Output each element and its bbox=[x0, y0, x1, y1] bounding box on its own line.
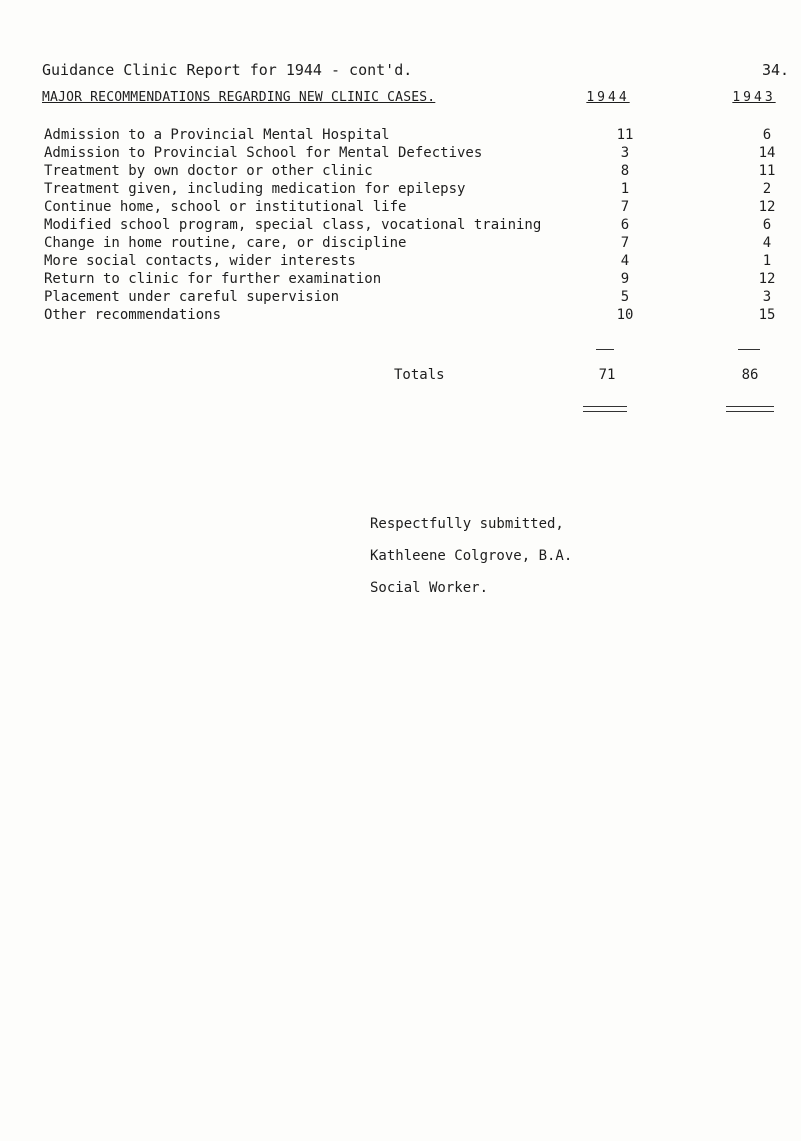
value-1943: 2 bbox=[762, 181, 772, 197]
double-rule-1944 bbox=[583, 406, 627, 412]
table-row bbox=[44, 198, 784, 216]
value-1943: 11 bbox=[758, 163, 776, 179]
table-row bbox=[44, 234, 784, 252]
value-1944: 6 bbox=[620, 217, 630, 233]
value-1943: 1 bbox=[762, 253, 772, 269]
total-1944: 71 bbox=[598, 367, 616, 383]
table-row bbox=[44, 270, 784, 288]
table-title: MAJOR RECOMMENDATIONS REGARDING NEW CLINIC CASES. bbox=[42, 90, 436, 105]
signature-closing: Respectfully submitted, bbox=[370, 516, 564, 532]
page-number: 34. bbox=[762, 61, 790, 79]
signature-name: Kathleene Colgrove, B.A. bbox=[370, 548, 573, 564]
report-header: Guidance Clinic Report for 1944 - cont'd. bbox=[42, 61, 413, 79]
double-rule-1943 bbox=[726, 406, 774, 412]
row-label: Return to clinic for further examination bbox=[44, 271, 382, 287]
value-1944: 1 bbox=[620, 181, 630, 197]
value-1944: 8 bbox=[620, 163, 630, 179]
row-label: Modified school program, special class, vocational training bbox=[44, 217, 542, 233]
row-label: Admission to a Provincial Mental Hospital bbox=[44, 127, 390, 143]
value-1944: 7 bbox=[620, 199, 630, 215]
table-row bbox=[44, 252, 784, 270]
table-row bbox=[44, 216, 784, 234]
table-row bbox=[44, 162, 784, 180]
value-1943: 4 bbox=[762, 235, 772, 251]
row-label: Admission to Provincial School for Mental Defectives bbox=[44, 145, 483, 161]
row-label: Change in home routine, care, or discipline bbox=[44, 235, 407, 251]
row-label: More social contacts, wider interests bbox=[44, 253, 356, 269]
value-1944: 7 bbox=[620, 235, 630, 251]
totals-label: Totals bbox=[394, 367, 445, 383]
value-1943: 15 bbox=[758, 307, 776, 323]
row-label: Treatment given, including medication for epilepsy bbox=[44, 181, 466, 197]
value-1943: 14 bbox=[758, 145, 776, 161]
row-label: Placement under careful supervision bbox=[44, 289, 340, 305]
value-1943: 12 bbox=[758, 199, 776, 215]
table-row bbox=[44, 126, 784, 144]
row-label: Other recommendations bbox=[44, 307, 222, 323]
value-1943: 6 bbox=[762, 127, 772, 143]
column-header-1943: 1943 bbox=[732, 90, 776, 105]
table-row bbox=[44, 144, 784, 162]
recommendations-table bbox=[44, 126, 784, 324]
subtotal-rule-1943 bbox=[738, 349, 760, 350]
signature-title: Social Worker. bbox=[370, 580, 489, 596]
value-1944: 4 bbox=[620, 253, 630, 269]
column-header-1944: 1944 bbox=[586, 90, 630, 105]
value-1944: 5 bbox=[620, 289, 630, 305]
value-1944: 9 bbox=[620, 271, 630, 287]
value-1943: 3 bbox=[762, 289, 772, 305]
table-row bbox=[44, 306, 784, 324]
value-1943: 6 bbox=[762, 217, 772, 233]
subtotal-rule-1944 bbox=[596, 349, 614, 350]
row-label: Continue home, school or institutional life bbox=[44, 199, 407, 215]
value-1944: 11 bbox=[616, 127, 634, 143]
total-1943: 86 bbox=[741, 367, 759, 383]
value-1943: 12 bbox=[758, 271, 776, 287]
table-row bbox=[44, 288, 784, 306]
value-1944: 10 bbox=[616, 307, 634, 323]
table-row bbox=[44, 180, 784, 198]
value-1944: 3 bbox=[620, 145, 630, 161]
row-label: Treatment by own doctor or other clinic bbox=[44, 163, 373, 179]
